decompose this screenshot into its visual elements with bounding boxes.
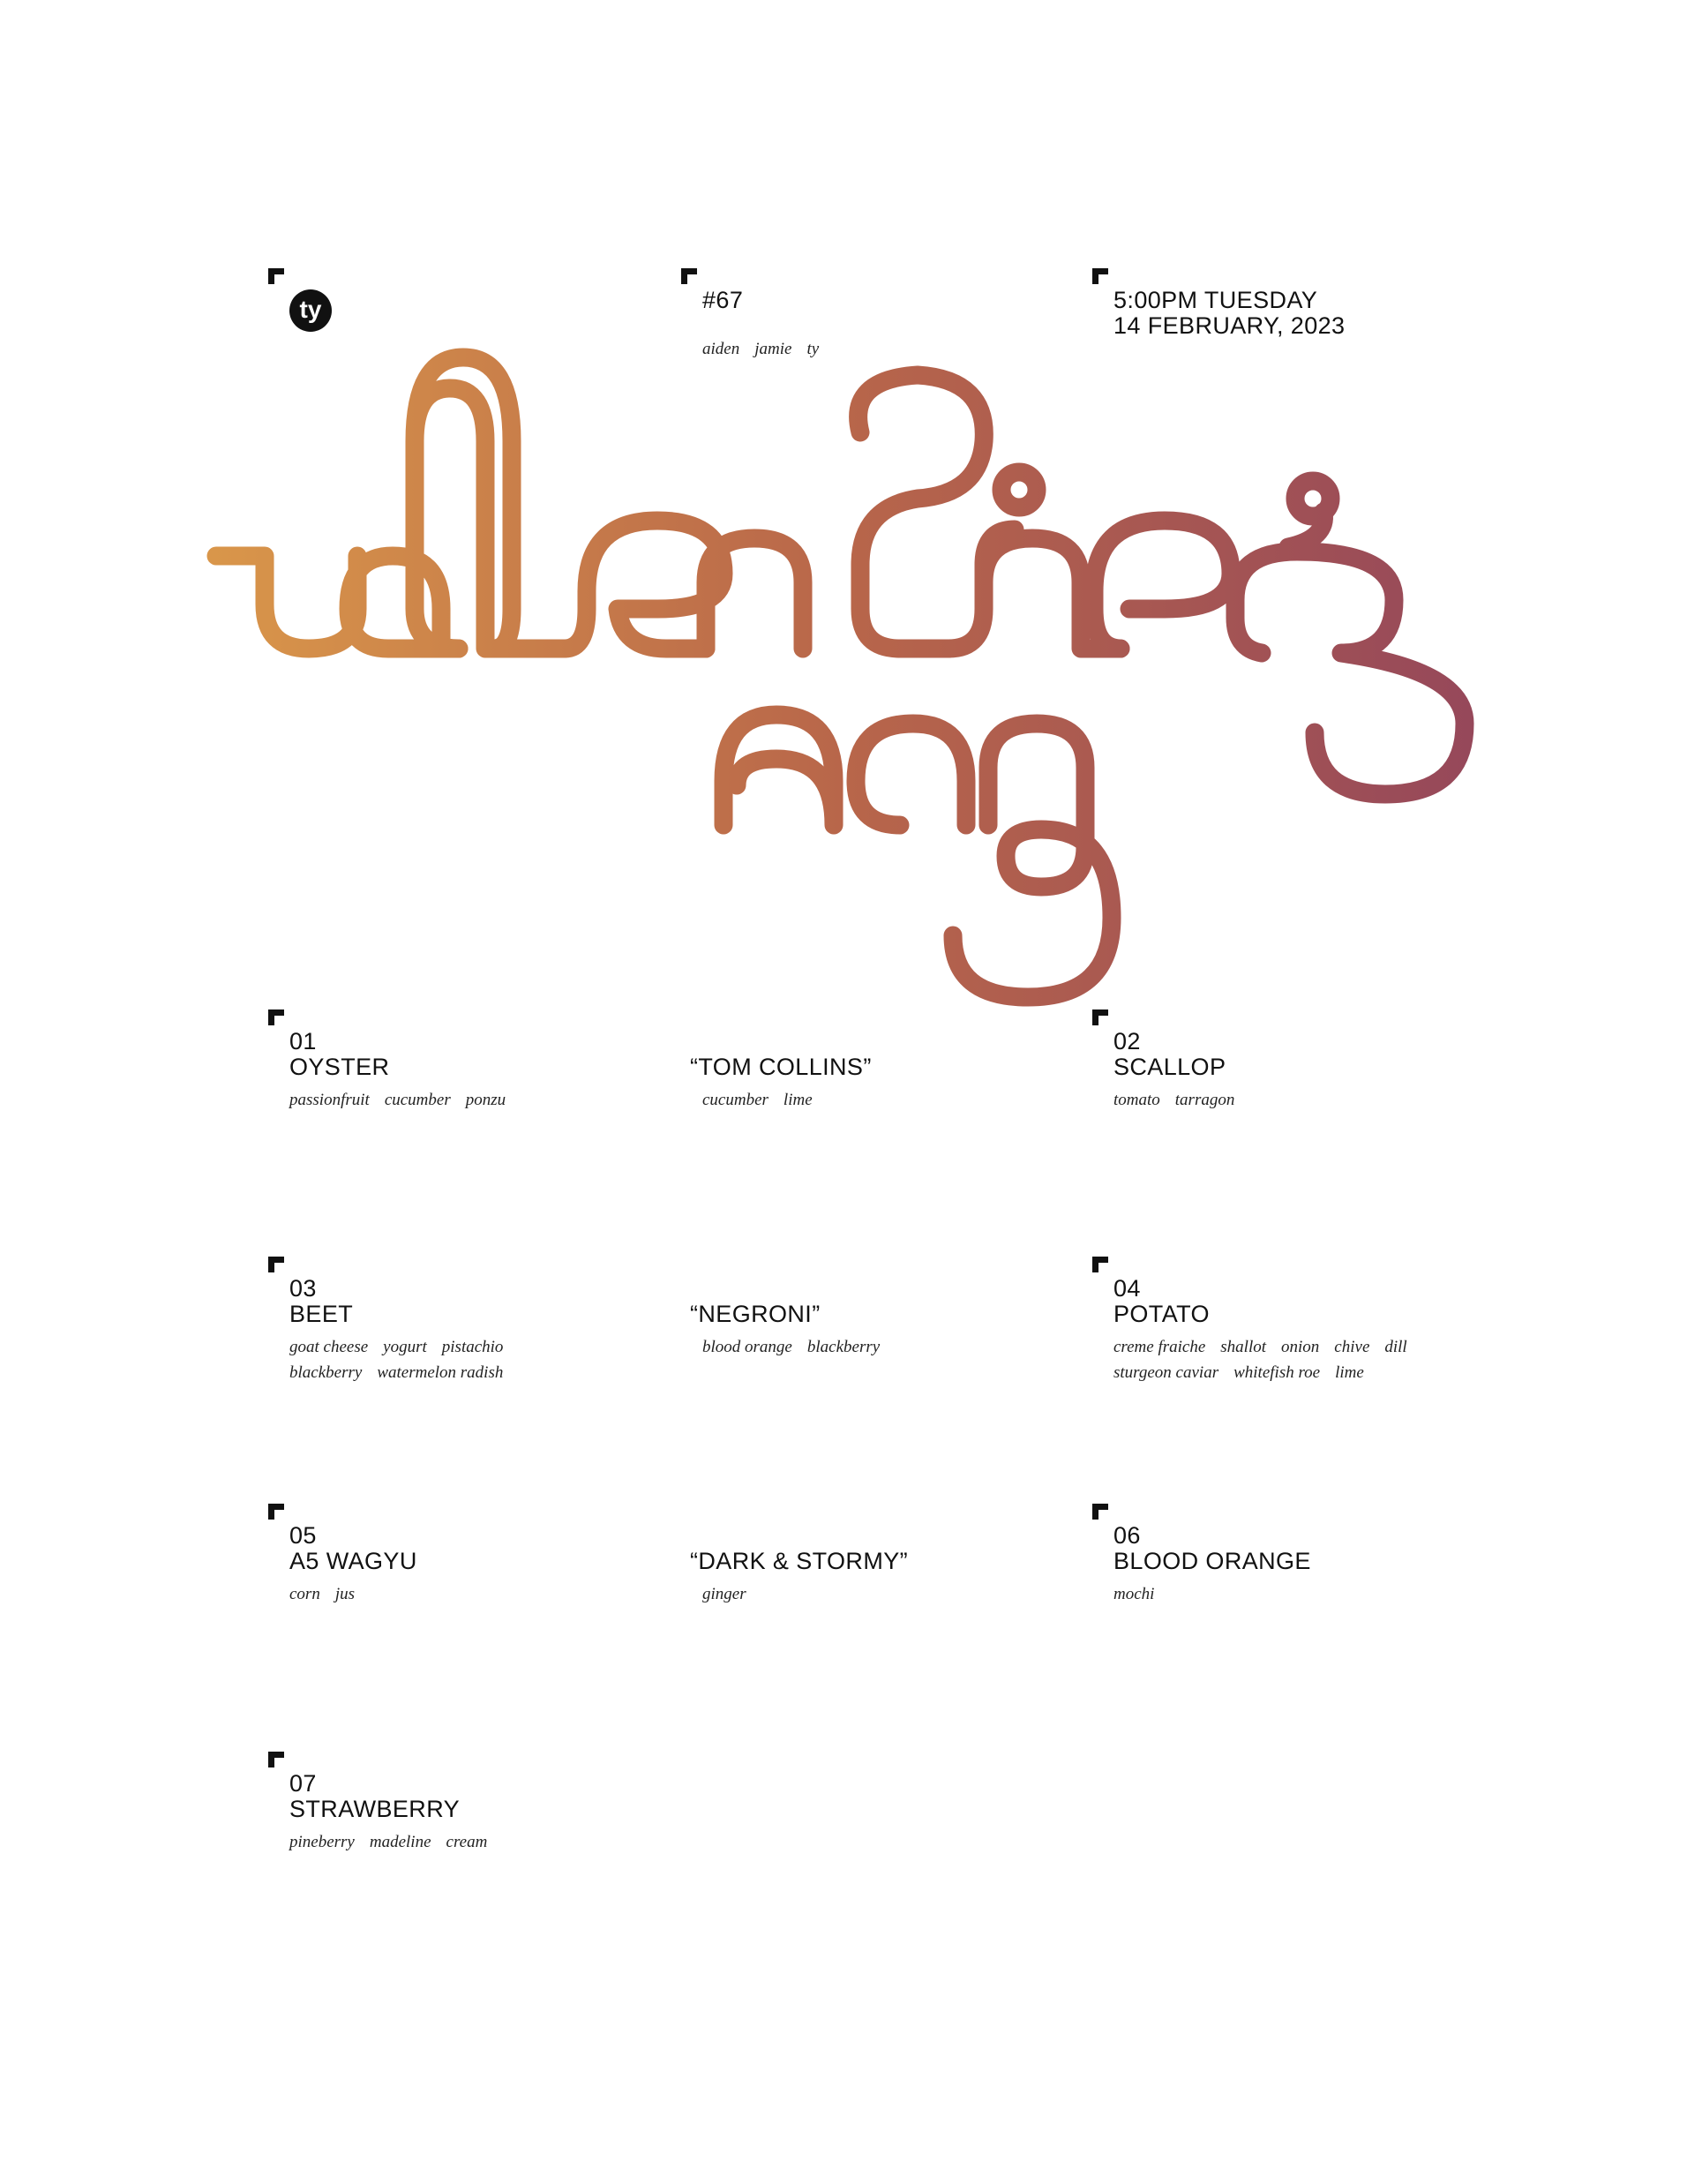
letter-y: [953, 724, 1112, 997]
ingredient: jus: [334, 1585, 356, 1603]
ingredient: lime: [1335, 1363, 1364, 1382]
ingredient: ponzu: [465, 1091, 506, 1109]
ingredient: cucumber: [702, 1091, 769, 1109]
course-item: [1092, 1504, 1311, 1607]
ingredient-line: [289, 1581, 417, 1607]
hosts-list: [702, 336, 834, 362]
host-name: jamie: [754, 340, 792, 358]
ingredient-line: [702, 1087, 872, 1113]
letter-v: [216, 556, 357, 649]
ingredient: goat cheese: [289, 1338, 369, 1356]
ingredient-line: [1113, 1087, 1249, 1113]
ingredient: blackberry: [806, 1338, 881, 1356]
course-title: BLOOD ORANGE: [1113, 1548, 1311, 1574]
course-number: 07: [289, 1770, 317, 1797]
letter-i-dot: [1001, 472, 1037, 507]
letter-t: [858, 375, 985, 649]
letter-a2: [856, 724, 966, 825]
course-number: 04: [1113, 1275, 1141, 1302]
ingredient-line: [702, 1334, 895, 1360]
course-number: 06: [1113, 1522, 1141, 1549]
course-title: POTATO: [1113, 1301, 1210, 1327]
course-title: SCALLOP: [1113, 1054, 1226, 1080]
ingredient-line: [289, 1829, 502, 1855]
issue-number: #67: [702, 287, 744, 313]
ingredient: tomato: [1113, 1091, 1160, 1109]
corner-mark: [268, 1257, 284, 1272]
ingredient: dill: [1384, 1338, 1407, 1356]
drink-pairing: [690, 1054, 872, 1113]
course-item: [268, 1257, 518, 1385]
ingredient: ginger: [702, 1585, 746, 1603]
event-time: 5:00PM TUESDAY: [1113, 287, 1318, 313]
course-item: [1092, 1009, 1249, 1113]
ingredient: sturgeon caviar: [1113, 1363, 1219, 1382]
ingredient: corn: [289, 1585, 320, 1603]
course-item: [1092, 1257, 1422, 1385]
ingredient: whitefish roe: [1233, 1363, 1321, 1382]
ingredient: pineberry: [289, 1833, 355, 1851]
ingredient: passionfruit: [289, 1091, 370, 1109]
corner-mark: [1092, 1009, 1108, 1025]
corner-mark: [268, 1009, 284, 1025]
drink-title: “DARK & STORMY”: [690, 1548, 909, 1574]
course-title: STRAWBERRY: [289, 1796, 461, 1822]
corner-mark: [681, 268, 697, 284]
ingredient-line: [702, 1581, 908, 1607]
ingredient-line: [289, 1334, 518, 1360]
letter-s: [1235, 552, 1465, 794]
ingredient: shallot: [1220, 1338, 1267, 1356]
ingredient: cream: [446, 1833, 488, 1851]
corner-mark: [268, 1752, 284, 1767]
logo-badge: ty: [289, 289, 332, 332]
ingredient-line: [1113, 1360, 1422, 1385]
ingredient-line: [1113, 1581, 1311, 1607]
ingredient: yogurt: [383, 1338, 427, 1356]
course-number: 02: [1113, 1028, 1141, 1054]
ingredient: madeline: [369, 1833, 431, 1851]
ingredient: cucumber: [384, 1091, 451, 1109]
letter-e2: [1094, 521, 1231, 649]
ingredient: creme fraiche: [1113, 1338, 1206, 1356]
corner-mark: [1092, 268, 1108, 284]
host-name: aiden: [702, 340, 740, 358]
ingredient-line: [289, 1360, 518, 1385]
course-item: [268, 1504, 417, 1607]
course-number: 03: [289, 1275, 317, 1302]
course-number: 01: [289, 1028, 317, 1054]
corner-mark: [268, 268, 284, 284]
course-number: 05: [289, 1522, 317, 1549]
host-name: ty: [806, 340, 820, 358]
corner-mark: [1092, 1257, 1108, 1272]
ingredient: watermelon radish: [377, 1363, 504, 1382]
header-datetime-block: [1092, 268, 1345, 339]
course-title: A5 WAGYU: [289, 1548, 417, 1574]
header-issue-block: [681, 268, 834, 362]
course-title: BEET: [289, 1301, 354, 1327]
letter-d: [724, 715, 834, 825]
course-item: [268, 1009, 521, 1113]
ingredient-line: [1113, 1334, 1422, 1360]
corner-mark: [268, 1504, 284, 1520]
ingredient: pistachio: [441, 1338, 504, 1356]
ingredient: chive: [1334, 1338, 1370, 1356]
drink-title: “NEGRONI”: [690, 1301, 821, 1327]
ingredient-line: [289, 1087, 521, 1113]
ingredient: mochi: [1113, 1585, 1155, 1603]
drink-pairing: [690, 1549, 908, 1607]
course-title: OYSTER: [289, 1054, 390, 1080]
course-item: [268, 1752, 502, 1855]
ingredient: onion: [1281, 1338, 1320, 1356]
drink-pairing: [690, 1302, 895, 1360]
corner-mark: [1092, 1504, 1108, 1520]
event-date: 14 FEBRUARY, 2023: [1113, 312, 1346, 339]
drink-title: “TOM COLLINS”: [690, 1054, 872, 1080]
ingredient: tarragon: [1174, 1091, 1235, 1109]
ingredient: blackberry: [289, 1363, 363, 1382]
ingredient: blood orange: [702, 1338, 792, 1356]
ingredient: lime: [783, 1091, 813, 1109]
